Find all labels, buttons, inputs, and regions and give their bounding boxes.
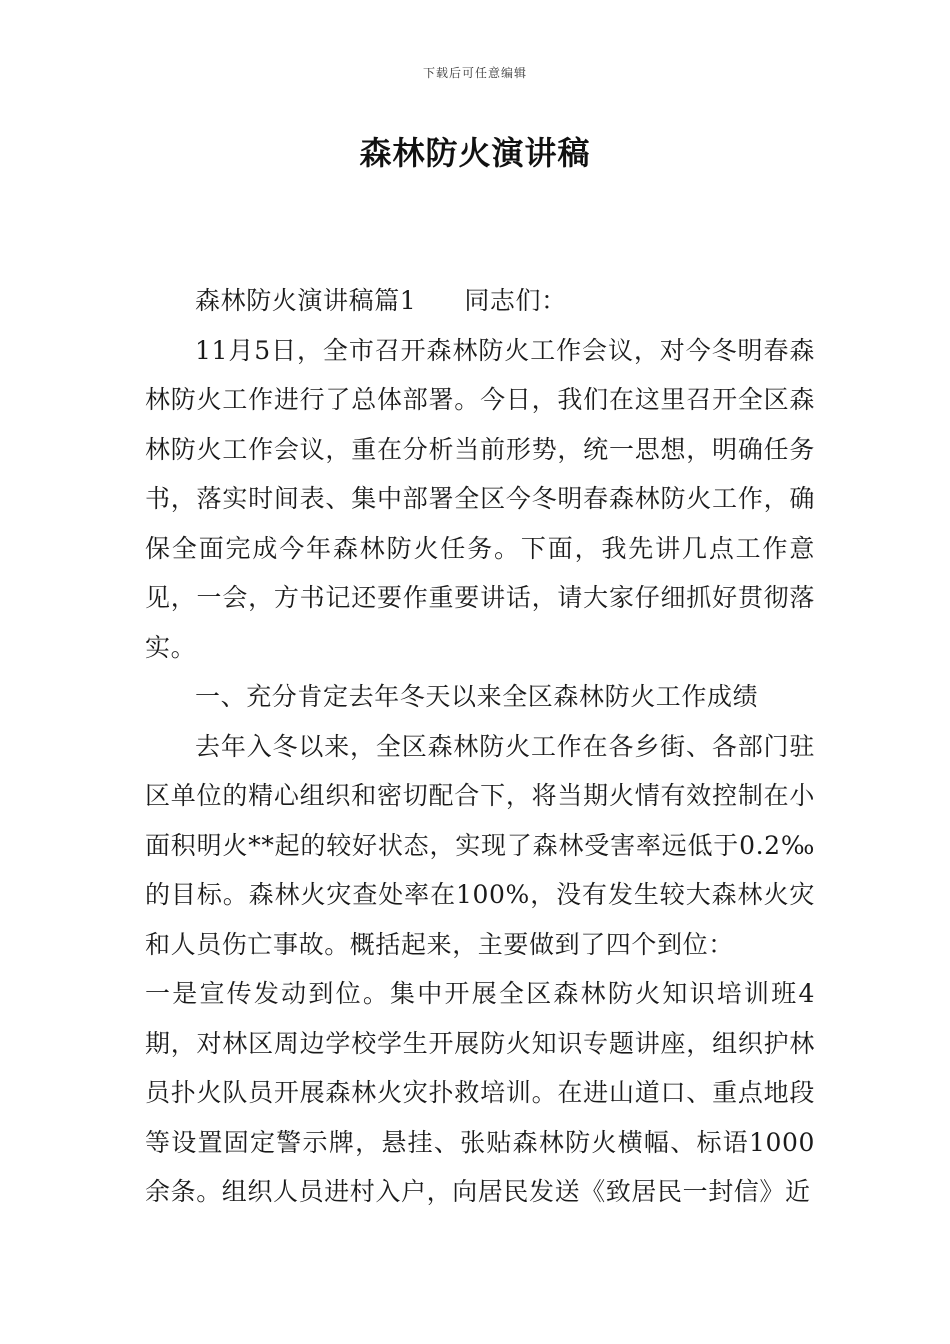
paragraph: 去年入冬以来，全区森林防火工作在各乡街、各部门驻区单位的精心组织和密切配合下，将当期火情有效控制在小面积明火**起的较好状态，实现了森林受害率远低于0.2‰的目标。森林火灾查处率在100%，没有发生较大森林火灾和人员伤亡事故。概括起来，主要做到了四个到位：	[145, 731, 815, 959]
section-heading-line	[145, 276, 815, 326]
header-note: 下载后可任意编辑	[422, 66, 527, 80]
document-title: 森林防火演讲稿	[359, 134, 591, 172]
paragraph: 11月5日，全市召开森林防火工作会议，对今冬明春森林防火工作进行了总体部署。今日，我们在这里召开全区森林防火工作会议，重在分析当前形势，统一思想，明确任务书，落实时间表、集中部署全区今冬明春森林防火工作，确保全面完成今年森林防火任务。下面，我先讲几点工作意见，一会，方书记还要作重要讲话，请大家仔细抓好贯彻落实。	[145, 335, 815, 662]
paragraph: 一是宣传发动到位。集中开展全区森林防火知识培训班4期，对林区周边学校学生开展防火知识专题讲座，组织护林员扑火队员开展森林火灾扑救培训。在进山道口、重点地段等设置固定警示牌，悬挂、张贴森林防火横幅、标语1000余条。组织人员进村入户，向居民发送《致居民一封信》近	[145, 979, 815, 1206]
document-body	[145, 276, 815, 1217]
salutation: 同志们：	[464, 286, 567, 315]
section-label: 森林防火演讲稿篇1	[195, 286, 417, 315]
section-heading: 一、充分肯定去年冬天以来全区森林防火工作成绩	[195, 682, 759, 711]
